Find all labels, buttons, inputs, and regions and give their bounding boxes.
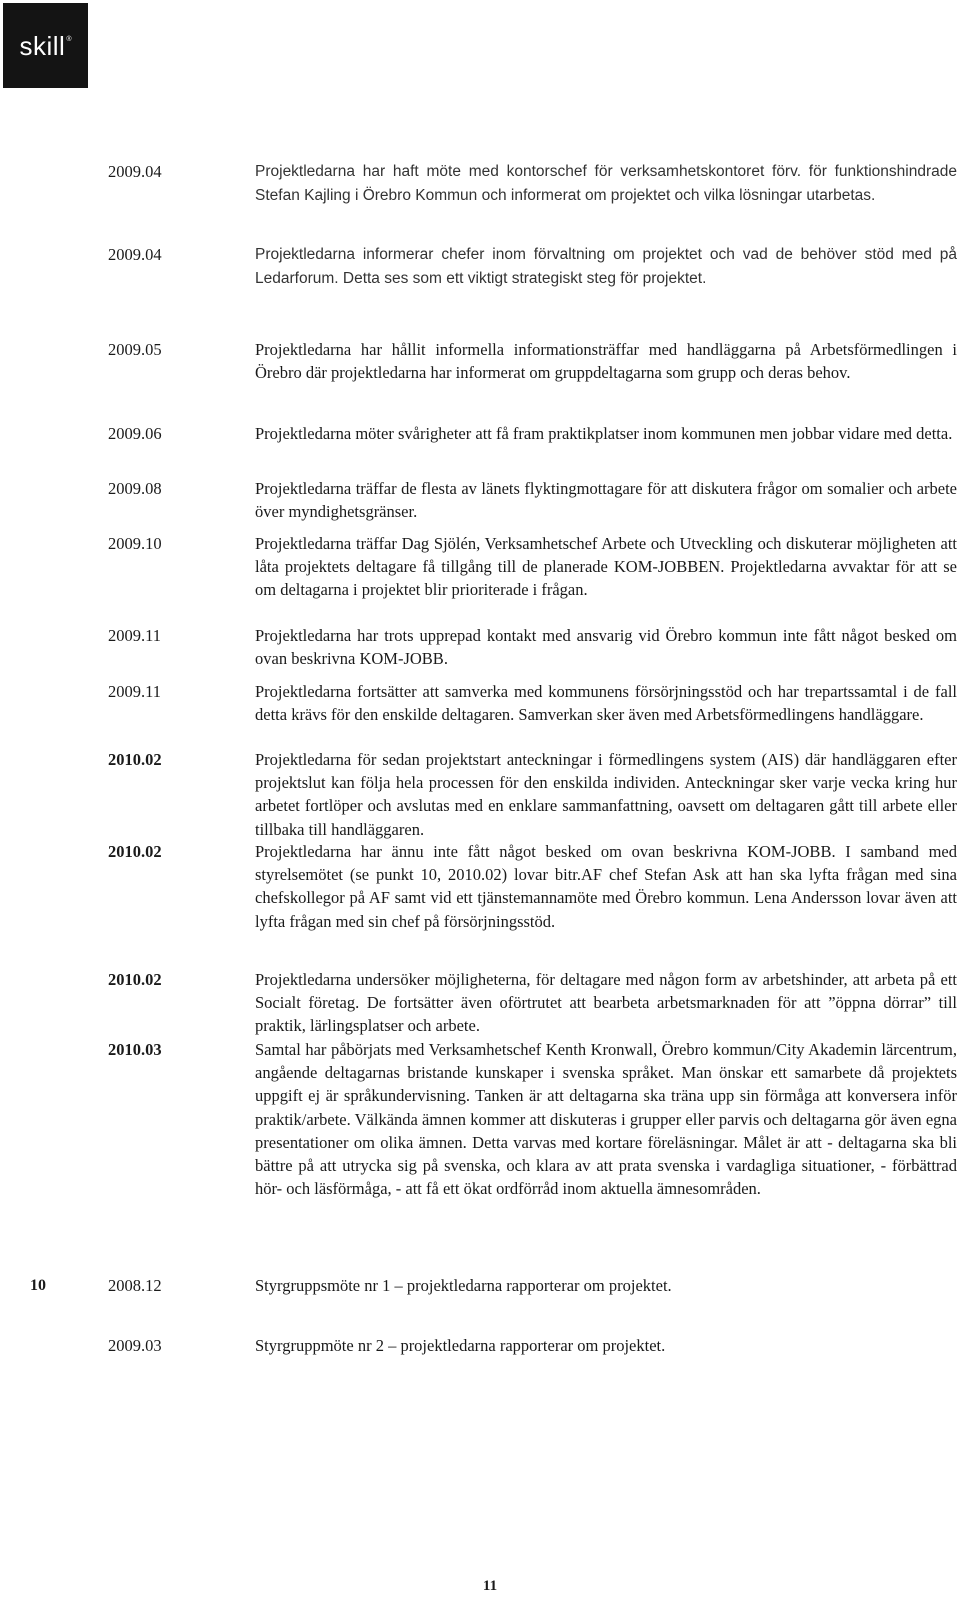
entry-text: Projektledarna informerar chefer inom förvaltning om projektet och vad de behöver stöd med på Ledarforum. Detta ses som ett viktigt strategiskt steg för projektet. [255,246,957,287]
entry-text: Projektledarna träffar Dag Sjölén, Verksamhetschef Arbete och Utveckling och diskuterar möjligheten att låta projektets deltagare få tillgång till de planerade KOM-JOBBEN. Projektledarna avvaktar för att se om deltagarna i projektet blir prioriterade i frågan. [255,534,957,600]
entry-text: Styrgruppsmöte nr 1 – projektledarna rapporterar om projektet. [255,1276,672,1295]
entry-text: Projektledarna undersöker möjligheterna, för deltagare med någon form av arbetshinder, att arbeta på ett Socialt företag. De fortsätter även oförtrutet att bearbeta arbetsmarknaden för att ”öppna dörrar” till praktik, lärlingsplatser och arbete. [255,970,957,1036]
entry-text: Projektledarna har ännu inte fått något besked om ovan beskrivna KOM-JOBB. I samband med styrelsemötet (se punkt 10, 2010.02) lovar bitr.AF chef Stefan Ask att han ska lyfta frågan med sina chefskollegor på AF samt vid ett tjänstemannamöte med Örebro kommun. Lena Andersson lovar även att lyfta frågan med sin chef på försörjningsstöd. [255,842,957,931]
entry-text: Projektledarna möter svårigheter att få fram praktikplatser inom kommunen men jobbar vidare med detta. [255,424,953,443]
skill-logo [3,3,88,88]
entry-date: 2009.04 [108,245,162,264]
entry-date: 2009.04 [108,162,162,181]
entry-text: Projektledarna har trots upprepad kontakt med ansvarig vid Örebro kommun inte fått något besked om ovan beskrivna KOM-JOBB. [255,626,957,669]
entry-date: 2010.02 [108,750,162,769]
entry-text: Projektledarna träffar de flesta av länets flyktingmottagare för att diskutera frågor om somalier och arbete över myndighetsgränser. [255,479,957,522]
logo-trademark: ® [66,36,72,43]
entry-date: 2009.05 [108,340,162,359]
entry-date: 2009.08 [108,479,162,498]
entry-date: 2009.11 [108,682,162,701]
entry-date: 2009.06 [108,424,162,443]
entry-date: 2009.11 [108,626,162,645]
section-number: 10 [30,1277,46,1294]
entry-date: 2009.10 [108,534,162,553]
entry-text: Projektledarna har haft möte med kontorschef för verksamhetskontoret förv. för funktionshindrade Stefan Kajling i Örebro Kommun och informerat om projektet och vilka lösningar utarbetas. [255,163,957,204]
entry-date: 2010.02 [108,970,162,989]
entry-date: 2008.12 [108,1276,162,1295]
entry-date: 2010.03 [108,1040,162,1059]
entry-text: Styrgruppmöte nr 2 – projektledarna rapporterar om projektet. [255,1336,666,1355]
entry-text: Projektledarna har hållit informella informationsträffar med handläggarna på Arbetsförmedlingen i Örebro där projektledarna har informerat om gruppdeltagarna som grupp och deras behov. [255,340,957,383]
entry-date: 2009.03 [108,1336,162,1355]
entry-text: Samtal har påbörjats med Verksamhetschef Kenth Kronwall, Örebro kommun/City Akademin lärcentrum, angående deltagarnas bristande kunskaper i svenska språket. Man önskar ett samarbete då projektets uppgift ej är språkundervisning. Tanken är att deltagarna ska träna upp sin förmåga att konversera inför praktik/arbete. Välkända ämnen kommer att diskuteras i grupper eller parvis och deltagarna gör även egna presentationer om olika ämnen. Detta varvas med kortare föreläsningar. Målet är att - deltagarna ska bli bättre på att utrycka sig på svenska, och klara av att prata svenska i vardagliga situationer, - förbättrad hör- och läsförmåga, - att få ett ökat ordförråd inom aktuella ämnesområden. [255,1040,957,1199]
page-number: 11 [482,1578,498,1594]
entry-text: Projektledarna fortsätter att samverka med kommunens försörjningsstöd och har trepartssamtal i de fall detta krävs för den enskilde deltagaren. Samverkan sker även med Arbetsförmedlingens handläggare. [255,682,957,725]
entry-text: Projektledarna för sedan projektstart anteckningar i förmedlingens system (AIS) där handläggaren efter projektslut kan följa hela processen för den enskilda individen. Anteckningar sker varje vecka kring hur arbetet fortlöper och avslutas med en enklare sammanfattning, oavsett om deltagaren gått till arbete eller tillbaka till handläggaren. [255,750,957,839]
logo-wordmark: skill [19,30,66,61]
entry-date: 2010.02 [108,842,162,861]
